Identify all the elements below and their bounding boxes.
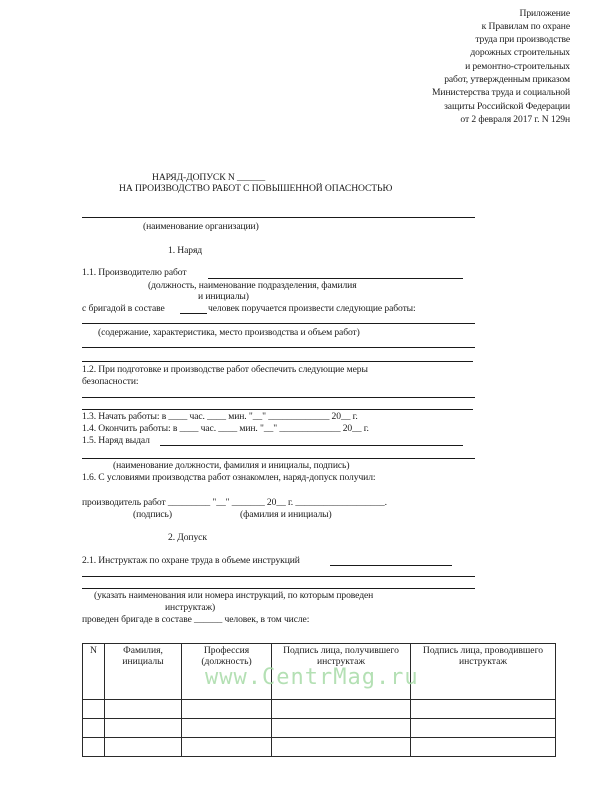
appendix-line: Приложение: [519, 8, 570, 19]
instruction-field-2[interactable]: [82, 576, 475, 577]
table-cell[interactable]: [411, 700, 556, 719]
brigade-suffix: человек поручается произвести следующие работы:: [208, 303, 416, 314]
table-cell[interactable]: [182, 700, 272, 719]
works-field-3[interactable]: [82, 361, 473, 362]
appendix-line: работ, утвержденным приказом: [444, 74, 570, 85]
brigade-size-field[interactable]: [180, 313, 207, 314]
table-cell[interactable]: [272, 738, 411, 757]
end-work: 1.4. Окончить работы: в ____ час. ____ мин. "__" _____________ 20__ г.: [82, 423, 369, 434]
title-line-2: НА ПРОИЗВОДСТВО РАБОТ С ПОВЫШЕННОЙ ОПАСНОСТЬЮ: [119, 183, 393, 194]
organization-field[interactable]: [82, 217, 475, 218]
table-cell[interactable]: [105, 719, 182, 738]
table-row: [83, 719, 556, 738]
brigade-prefix: с бригадой в составе: [82, 303, 165, 314]
name-caption: (фамилия и инициалы): [240, 509, 332, 520]
works-field-1[interactable]: [82, 323, 475, 324]
foreman-caption-1: (должность, наименование подразделения, фамилия: [148, 280, 357, 291]
works-field-2[interactable]: [82, 347, 475, 348]
foreman-signature-line: производитель работ _________ "__" _______ 20__ г. ___________________.: [82, 497, 387, 508]
acknowledgement: 1.6. С условиями производства работ ознакомлен, наряд-допуск получил:: [82, 472, 376, 483]
appendix-line: защиты Российской Федерации: [444, 101, 570, 112]
start-work: 1.3. Начать работы: в ____ час. ____ мин. "__" _____________ 20__ г.: [82, 411, 358, 422]
foreman-field[interactable]: [208, 278, 463, 279]
issued-by-field-2[interactable]: [82, 458, 475, 459]
safety-measures-line-2: безопасности:: [82, 376, 139, 387]
safety-field-1[interactable]: [82, 397, 475, 398]
brigade-instructed: проведен бригаде в составе ______ человек, в том числе:: [82, 614, 310, 625]
appendix-line: к Правилам по охране: [481, 21, 570, 32]
table-cell[interactable]: [182, 719, 272, 738]
foreman-caption-2: и инициалы): [198, 291, 249, 302]
works-caption: (содержание, характеристика, место производства и объем работ): [98, 327, 360, 338]
table-cell[interactable]: [83, 738, 105, 757]
table-cell[interactable]: [182, 738, 272, 757]
col-header-received-signature: Подпись лица, получившего инструктаж: [272, 644, 411, 700]
safety-field-2[interactable]: [82, 409, 473, 410]
instruction-label: 2.1. Инструктаж по охране труда в объеме инструкций: [82, 555, 300, 566]
section-1-heading: 1. Наряд: [168, 245, 203, 256]
signature-caption: (подпись): [133, 509, 172, 520]
table-row: [83, 738, 556, 757]
table-cell[interactable]: [105, 700, 182, 719]
instruction-field[interactable]: [330, 565, 452, 566]
appendix-line: Министерства труда и социальной: [432, 87, 570, 98]
instruction-caption-1: (указать наименования или номера инструкций, по которым проведен: [94, 590, 374, 601]
safety-measures-line-1: 1.2. При подготовке и производстве работ обеспечить следующие меры: [82, 364, 368, 375]
table-cell[interactable]: [411, 738, 556, 757]
issuer-caption: (наименование должности, фамилия и инициалы, подпись): [113, 460, 350, 471]
table-row: [83, 700, 556, 719]
table-cell[interactable]: [272, 719, 411, 738]
section-2-heading: 2. Допуск: [168, 532, 207, 543]
table-cell[interactable]: [105, 738, 182, 757]
appendix-line: труда при производстве: [475, 34, 570, 45]
foreman-label: 1.1. Производителю работ: [82, 267, 187, 278]
table-cell[interactable]: [411, 719, 556, 738]
instruction-field-3[interactable]: [82, 588, 475, 589]
appendix-line: от 2 февраля 2017 г. N 129н: [460, 114, 570, 125]
table-cell[interactable]: [83, 719, 105, 738]
briefing-table: [82, 643, 556, 757]
col-header-number: N: [83, 644, 105, 700]
organization-caption: (наименование организации): [143, 221, 259, 232]
title-line-1: НАРЯД-ДОПУСК N ______: [152, 172, 266, 183]
col-header-conducted-signature: Подпись лица, проводившего инструктаж: [411, 644, 556, 700]
table-cell[interactable]: [83, 700, 105, 719]
issued-by-label: 1.5. Наряд выдал: [82, 435, 150, 446]
col-header-name: Фамилия, инициалы: [105, 644, 182, 700]
appendix-line: и ремонтно-строительных: [465, 61, 570, 72]
col-header-profession: Профессия (должность): [182, 644, 272, 700]
table-cell[interactable]: [272, 700, 411, 719]
issued-by-field[interactable]: [160, 445, 463, 446]
watermark: www.CentrMag.ru: [205, 665, 419, 690]
instruction-caption-2: инструктаж): [165, 602, 216, 613]
appendix-line: дорожных строительных: [470, 47, 570, 58]
